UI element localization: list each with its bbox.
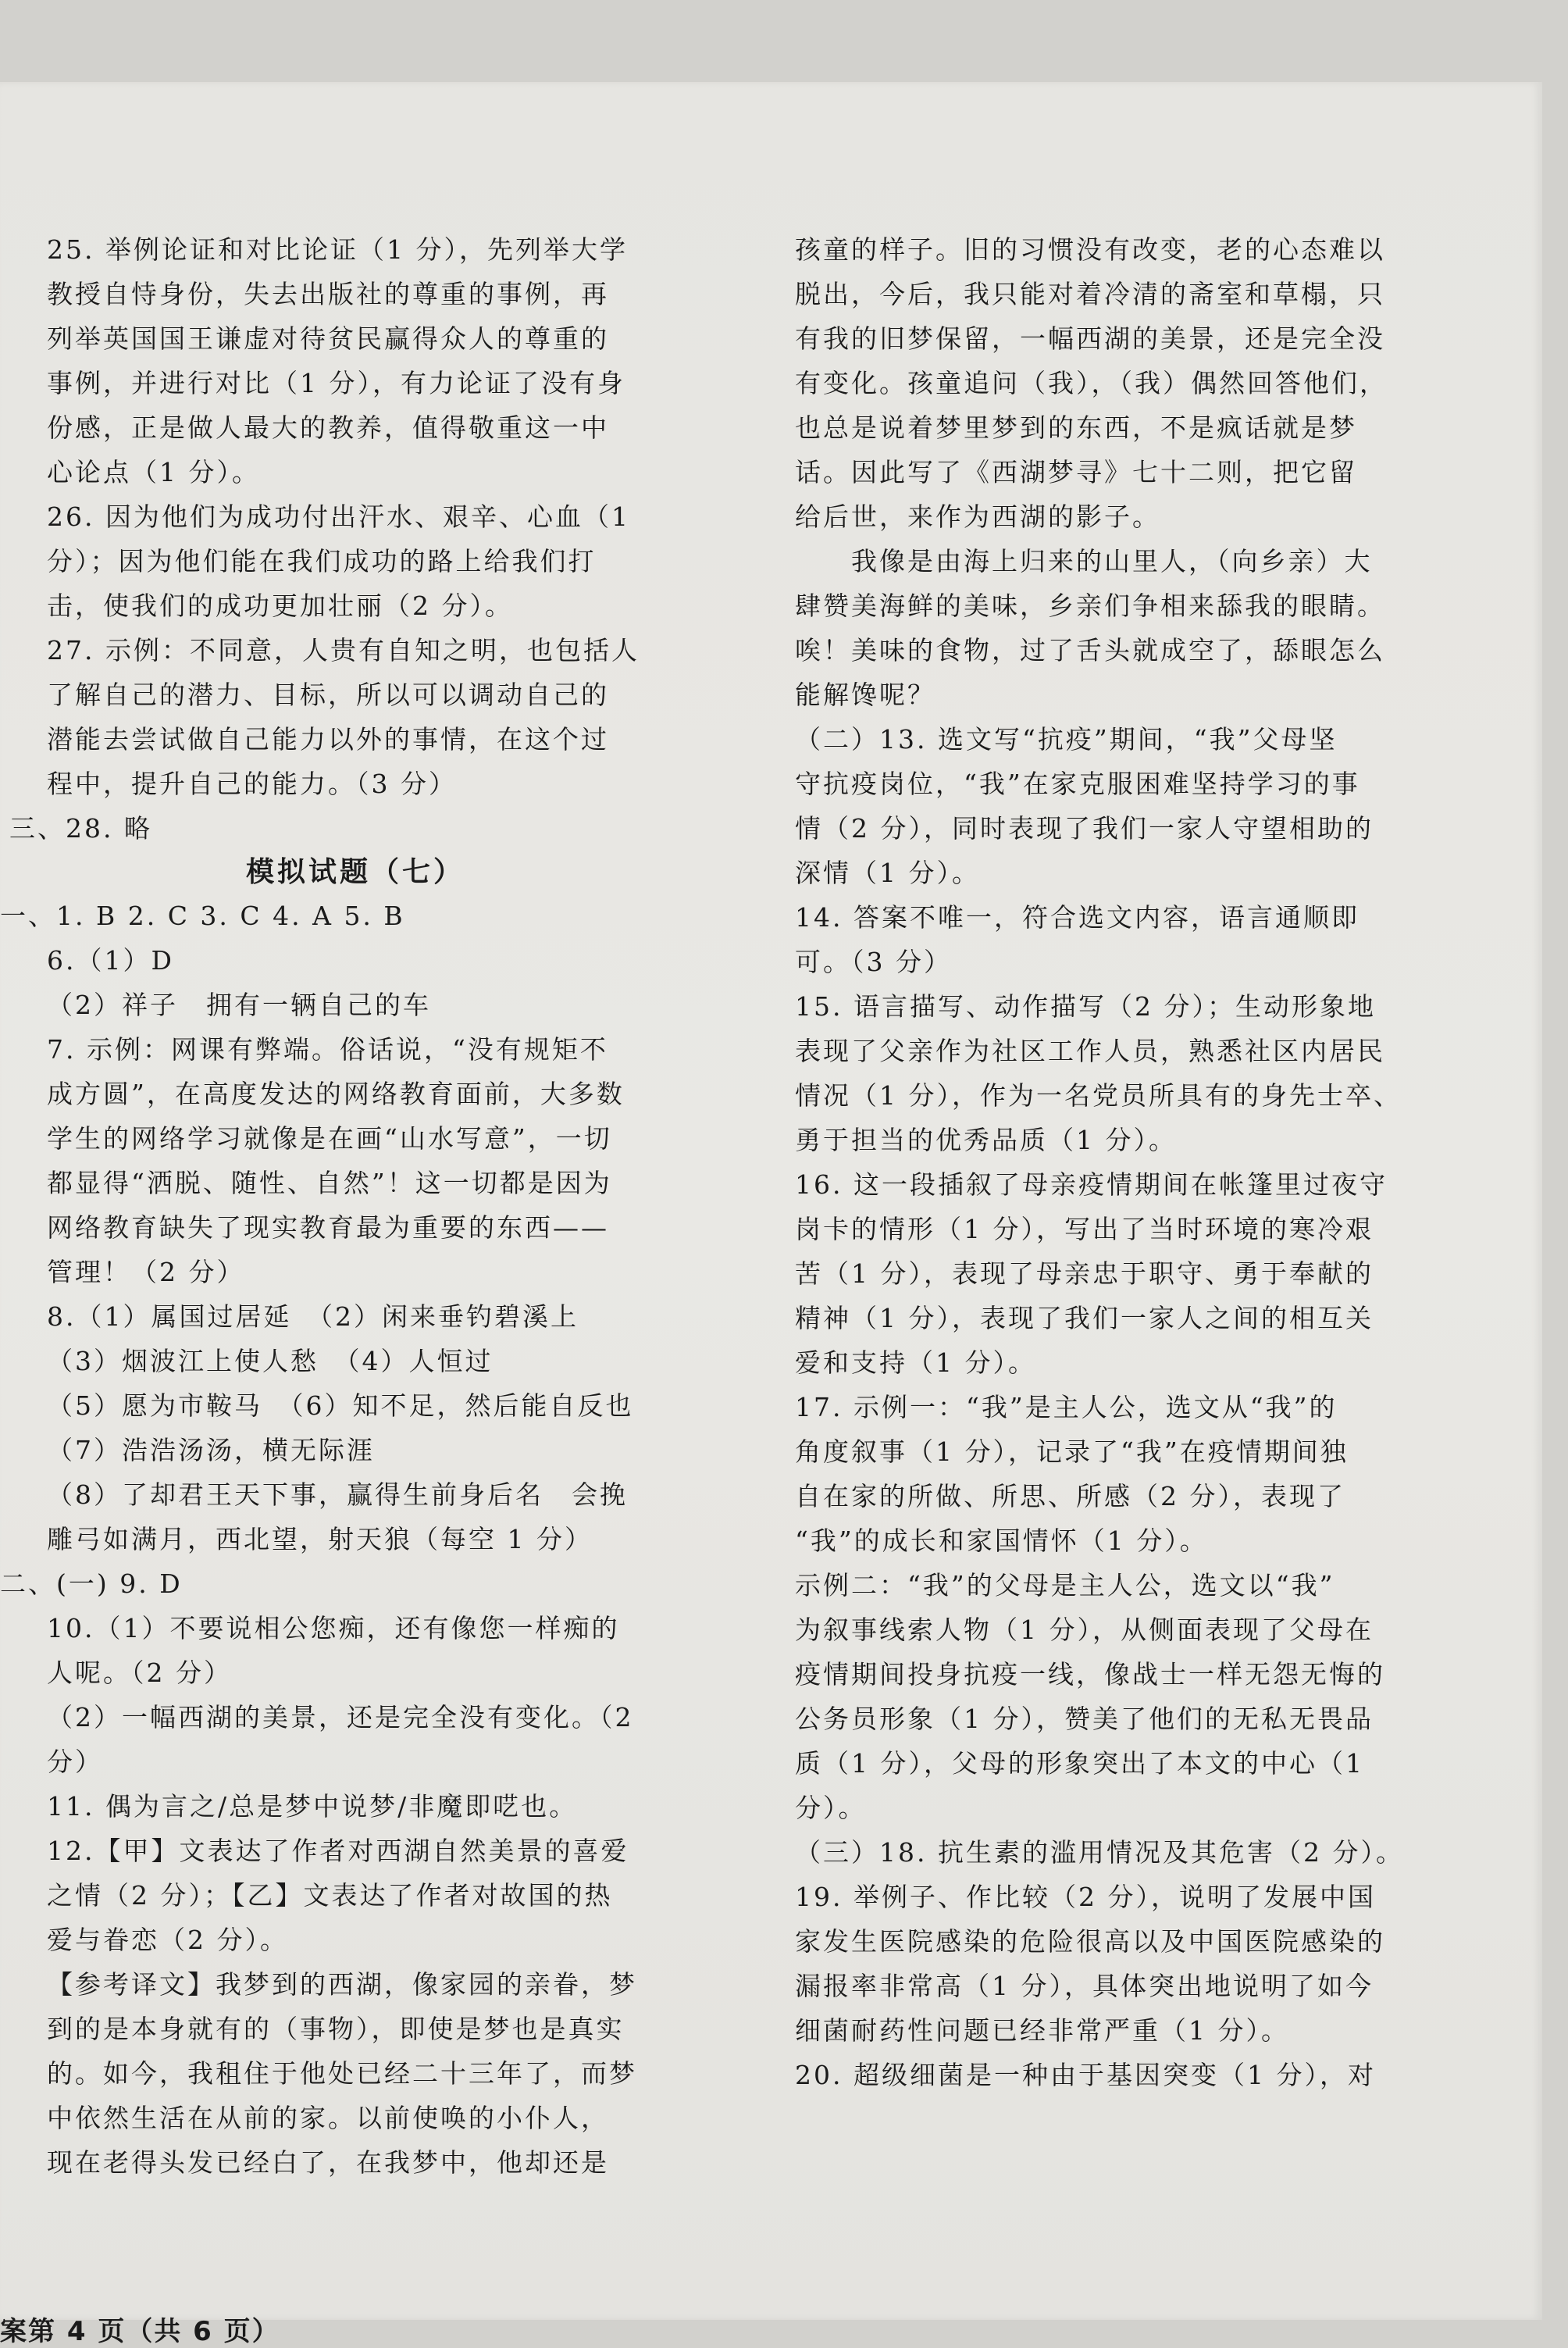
page-footer: 案第 4 页（共 6 页）: [0, 2316, 280, 2347]
left-line-10: 27. 示例：不同意，人贵有自知之明，也包括人: [47, 635, 640, 666]
right-line-13: 守抗疫岗位，“我”在家克服困难坚持学习的事: [795, 769, 1360, 799]
left-item-23: 之情（2 分）；【乙】文表达了作者对故国的热: [47, 1880, 613, 1911]
left-item-14: （8）了却君王天下事，赢得生前身后名 会挽: [47, 1479, 628, 1510]
left-line-14: 三、28. 略: [9, 813, 152, 844]
right-line-36: 分）。: [795, 1793, 867, 1823]
left-line-9: 击，使我们的成功更加壮丽（2 分）。: [47, 591, 513, 621]
right-line-22: 16. 这一段插叙了母亲疫情期间在帐篷里过夜守: [795, 1169, 1388, 1200]
left-item-12: （5）愿为市鞍马 （6）知不足，然后能自反也: [47, 1390, 634, 1421]
right-line-2: 脱出，今后，我只能对着冷清的斋室和草榻，只: [795, 279, 1385, 309]
right-line-34: 公务员形象（1 分），赞美了他们的无私无畏品: [795, 1704, 1374, 1734]
left-item-19: （2）一幅西湖的美景，还是完全没有变化。（2: [47, 1702, 634, 1732]
left-line-6: 心论点（1 分）。: [47, 457, 260, 487]
left-item-27: 的。如今，我租住于他处已经二十三年了，而梦: [47, 2058, 637, 2089]
left-line-3: 列举英国国王谦虚对待贫民赢得众人的尊重的: [47, 323, 609, 354]
right-line-41: 细菌耐药性问题已经非常严重（1 分）。: [795, 2015, 1289, 2046]
left-item-11: （3）烟波江上使人愁 （4）人恒过: [47, 1346, 494, 1376]
right-line-14: 情（2 分），同时表现了我们一家人守望相助的: [795, 813, 1374, 844]
right-line-37: （三）18. 抗生素的滥用情况及其危害（2 分）。: [795, 1837, 1404, 1868]
right-line-35: 质（1 分），父母的形象突出了本文的中心（1: [795, 1748, 1364, 1779]
left-item-1: 一、1. B 2. C 3. C 4. A 5. B: [0, 901, 405, 931]
left-item-4: 7. 示例：网课有弊端。俗话说，“没有规矩不: [47, 1034, 608, 1065]
right-line-3: 有我的旧梦保留，一幅西湖的美景，还是完全没: [795, 323, 1385, 354]
left-line-8: 分）；因为他们能在我们成功的路上给我们打: [47, 546, 597, 576]
left-line-5: 份感，正是做人最大的教养，值得敬重这一中: [47, 412, 609, 443]
left-line-7: 26. 因为他们为成功付出汗水、艰辛、心血（1: [47, 501, 630, 532]
right-line-23: 岗卡的情形（1 分），写出了当时环境的寒冷艰: [795, 1214, 1374, 1244]
right-line-7: 给后世，来作为西湖的影子。: [795, 501, 1160, 532]
right-line-9: 肆赞美海鲜的美味，乡亲们争相来舔我的眼睛。: [795, 591, 1385, 621]
left-item-17: 10.（1）不要说相公您痴，还有像您一样痴的: [47, 1613, 620, 1643]
left-item-18: 人呢。（2 分）: [47, 1658, 232, 1688]
right-line-42: 20. 超级细菌是一种由于基因突变（1 分），对: [795, 2060, 1376, 2090]
right-line-40: 漏报率非常高（1 分），具体突出地说明了如今: [795, 1971, 1374, 2001]
left-item-7: 都显得“洒脱、随性、自然”！这一切都是因为: [47, 1168, 612, 1198]
right-line-6: 话。因此写了《西湖梦寻》七十二则，把它留: [795, 457, 1357, 487]
left-line-11: 了解自己的潜力、目标，所以可以调动自己的: [47, 680, 609, 710]
right-line-1: 孩童的样子。旧的习惯没有改变，老的心态难以: [795, 234, 1385, 265]
left-item-3: （2）祥子 拥有一辆自己的车: [47, 990, 431, 1020]
right-line-28: 角度叙事（1 分），记录了“我”在疫情期间独: [795, 1436, 1349, 1467]
right-line-11: 能解馋呢？: [795, 680, 935, 710]
right-line-26: 爱和支持（1 分）。: [795, 1347, 1036, 1378]
right-line-8: 我像是由海上归来的山里人，（向乡亲）大: [795, 546, 1373, 576]
left-item-5: 成方圆”，在高度发达的网络教育面前，大多数: [47, 1079, 625, 1109]
left-item-20: 分）: [47, 1747, 103, 1777]
left-item-13: （7）浩浩汤汤，横无际涯: [47, 1435, 375, 1465]
left-item-16: 二、(一) 9. D: [0, 1568, 183, 1599]
left-line-13: 程中，提升自己的能力。（3 分）: [47, 769, 457, 799]
right-line-38: 19. 举例子、作比较（2 分），说明了发展中国: [795, 1882, 1376, 1912]
left-item-28: 中依然生活在从前的家。以前使唤的小仆人，: [47, 2103, 609, 2133]
right-line-18: 15. 语言描写、动作描写（2 分）；生动形象地: [795, 991, 1376, 1022]
left-item-15: 雕弓如满月，西北望，射天狼（每空 1 分）: [47, 1524, 593, 1554]
right-line-31: 示例二：“我”的父母是主人公，选文以“我”: [795, 1570, 1335, 1600]
right-line-29: 自在家的所做、所思、所感（2 分），表现了: [795, 1481, 1345, 1511]
right-line-33: 疫情期间投身抗疫一线，像战士一样无怨无悔的: [795, 1659, 1385, 1690]
left-line-2: 教授自恃身份，失去出版社的尊重的事例，再: [47, 279, 609, 309]
section-title: 模拟试题（七）: [246, 855, 465, 888]
right-line-19: 表现了父亲作为社区工作人员，熟悉社区内居民: [795, 1036, 1385, 1066]
left-item-25: 【参考译文】我梦到的西湖，像家园的亲眷，梦: [47, 1969, 637, 2000]
left-item-2: 6.（1）D: [47, 945, 174, 976]
left-item-22: 12.【甲】文表达了作者对西湖自然美景的喜爱: [47, 1836, 629, 1866]
left-item-10: 8.（1）属国过居延 （2）闲来垂钓碧溪上: [47, 1301, 579, 1332]
right-line-10: 唉！美味的食物，过了舌头就成空了，舔眼怎么: [795, 635, 1385, 666]
right-line-24: 苦（1 分），表现了母亲忠于职守、勇于奉献的: [795, 1258, 1374, 1289]
right-line-21: 勇于担当的优秀品质（1 分）。: [795, 1125, 1177, 1155]
answer-page: [0, 82, 1542, 2347]
right-line-12: （二）13. 选文写“抗疫”期间，“我”父母坚: [795, 724, 1338, 755]
left-item-24: 爱与眷恋（2 分）。: [47, 1925, 288, 1955]
right-line-15: 深情（1 分）。: [795, 858, 980, 888]
left-line-12: 潜能去尝试做自己能力以外的事情，在这个过: [47, 724, 609, 755]
left-line-4: 事例，并进行对比（1 分），有力论证了没有身: [47, 368, 625, 398]
right-line-20: 情况（1 分），作为一名党员所具有的身先士卒、: [795, 1080, 1402, 1111]
right-line-30: “我”的成长和家国情怀（1 分）。: [795, 1525, 1208, 1556]
left-item-29: 现在老得头发已经白了，在我梦中，他却还是: [47, 2147, 609, 2178]
left-item-8: 网络教育缺失了现实教育最为重要的东西——: [47, 1212, 609, 1243]
left-item-26: 到的是本身就有的（事物），即使是梦也是真实: [47, 2014, 625, 2044]
right-line-25: 精神（1 分），表现了我们一家人之间的相互关: [795, 1303, 1374, 1333]
left-line-1: 25. 举例论证和对比论证（1 分），先列举大学: [47, 234, 628, 265]
right-line-17: 可。（3 分）: [795, 947, 952, 977]
left-item-6: 学生的网络学习就像是在画“山水写意”，一切: [47, 1123, 612, 1154]
left-item-9: 管理！（2 分）: [47, 1257, 245, 1287]
right-line-39: 家发生医院感染的危险很高以及中国医院感染的: [795, 1926, 1385, 1957]
left-item-21: 11. 偶为言之/总是梦中说梦/非魔即呓也。: [47, 1791, 578, 1822]
right-line-27: 17. 示例一：“我”是主人公，选文从“我”的: [795, 1392, 1338, 1422]
right-line-5: 也总是说着梦里梦到的东西，不是疯话就是梦: [795, 412, 1357, 443]
right-line-16: 14. 答案不唯一，符合选文内容，语言通顺即: [795, 902, 1360, 933]
right-line-32: 为叙事线索人物（1 分），从侧面表现了父母在: [795, 1615, 1374, 1645]
right-line-4: 有变化。孩童追问（我），（我）偶然回答他们，: [795, 368, 1388, 398]
